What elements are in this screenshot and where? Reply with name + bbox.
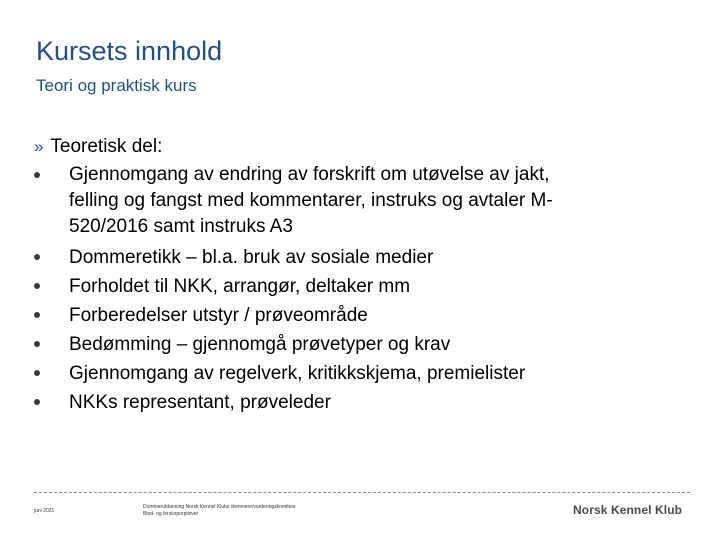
bullet-dot-icon	[34, 399, 40, 405]
bullet-list	[34, 162, 594, 417]
bullet-dot-icon	[34, 370, 40, 376]
section-heading: Teoretisk del:	[50, 136, 163, 157]
list-item	[34, 243, 594, 272]
list-item-text: Gjennomgang av regelverk, kritikkskjema, premielister	[69, 363, 526, 384]
bullet-dot-icon	[34, 312, 40, 318]
list-item-text: Forholdet til NKK, arrangør, deltaker mm	[69, 276, 411, 297]
footer-text-line: Dommerutdanning Norsk Kennel Klubs dommere/vurderingskomiteer	[143, 504, 296, 510]
slide-subtitle: Teori og praktisk kurs	[36, 76, 197, 95]
slide-title: Kursets innhold	[36, 36, 223, 66]
footer-date: juni 2021	[34, 508, 55, 514]
list-item-text: Gjennomgang av endring av forskrift om utøvelse av jakt, felling og fangst med kommentarer, instruks og avtaler M-520/2016 samt instruks A3	[69, 164, 553, 237]
footer-text	[143, 504, 296, 518]
list-item-text: Forberedelser utstyr / prøveområde	[69, 305, 368, 326]
nkk-logo: Norsk Kennel Klub	[573, 503, 683, 517]
list-item-text: Dommeretikk – bl.a. bruk av sosiale medier	[69, 247, 434, 268]
list-item	[34, 330, 594, 359]
list-item	[34, 388, 594, 417]
section-heading-row	[34, 136, 162, 158]
list-item	[34, 162, 594, 243]
footer-divider	[34, 492, 690, 493]
bullet-dot-icon	[34, 283, 40, 289]
bullet-dot-icon	[34, 254, 40, 260]
bullet-dot-icon	[34, 341, 40, 347]
list-item	[34, 301, 594, 330]
list-item	[34, 359, 594, 388]
bullet-dot-icon	[34, 172, 40, 178]
list-item	[34, 272, 594, 301]
footer-text-line: Blod- og fersksporprøver	[143, 511, 199, 517]
chevron-icon: »	[34, 137, 44, 156]
list-item-text: Bedømming – gjennomgå prøvetyper og krav	[69, 334, 451, 355]
list-item-text: NKKs representant, prøveleder	[69, 392, 331, 413]
